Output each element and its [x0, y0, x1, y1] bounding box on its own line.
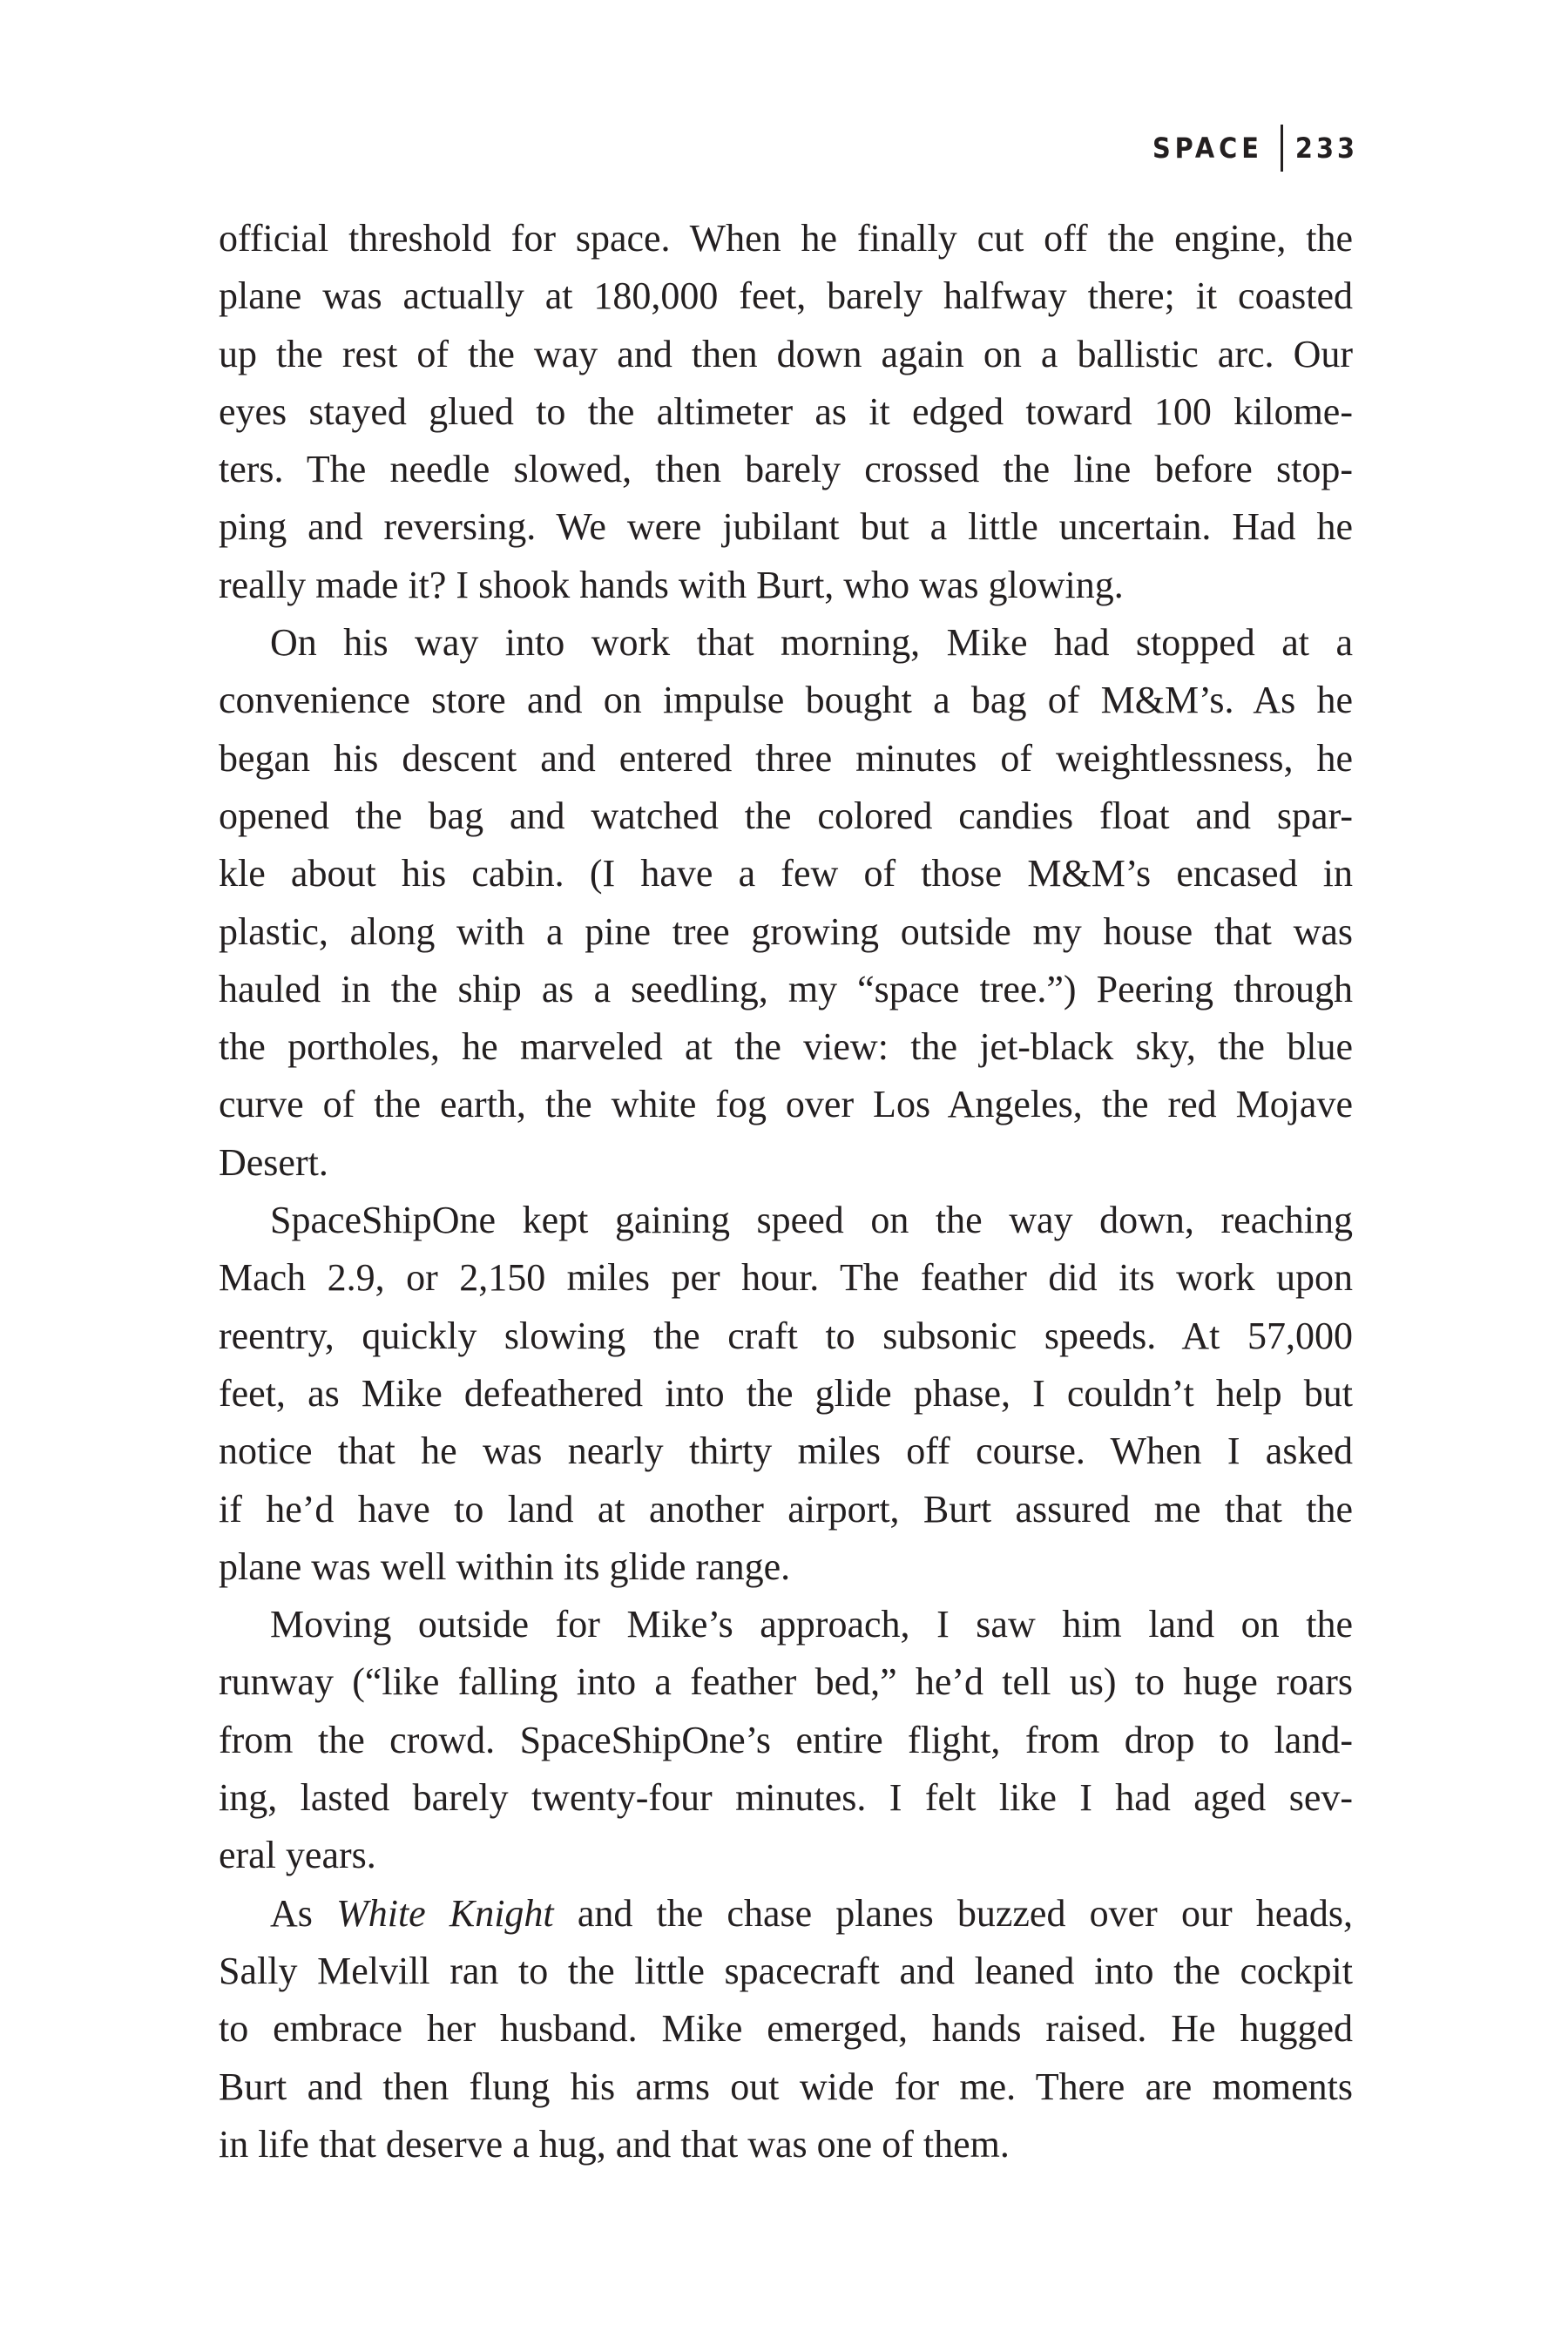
- text-line: reentry, quickly slowing the craft to subsonic speeds. At 57,000: [219, 1314, 1353, 1357]
- text-line: Mach 2.9, or 2,150 miles per hour. The feather did its work upon: [219, 1256, 1353, 1300]
- text-line: convenience store and on impulse bought a bag of M&M’s. As he: [219, 679, 1353, 722]
- text-line: really made it? I shook hands with Burt, who was glowing.: [219, 563, 1124, 606]
- paragraph: [219, 1885, 1353, 2173]
- text-line: in life that deserve a hug, and that was one of them.: [219, 2122, 1010, 2166]
- text-line: up the rest of the way and then down again on a ballistic arc. Our: [219, 332, 1353, 375]
- text-line: the portholes, he marveled at the view: the jet-black sky, the blue: [219, 1025, 1353, 1069]
- text-line: ping and reversing. We were jubilant but a little uncertain. Had he: [219, 505, 1353, 549]
- text-line: feet, as Mike defeathered into the glide phase, I couldn’t help but: [219, 1371, 1353, 1415]
- text-line: eyes stayed glued to the altimeter as it edged toward 100 kilome-: [219, 389, 1353, 433]
- paragraph: [219, 210, 1353, 614]
- running-head-section: SPACE: [1152, 132, 1263, 165]
- text-line: official threshold for space. When he finally cut off the engine, the: [219, 217, 1353, 260]
- text-line: from the crowd. SpaceShipOne’s entire flight, from drop to land-: [219, 1718, 1353, 1761]
- text-line: opened the bag and watched the colored candies float and spar-: [219, 794, 1353, 837]
- paragraph: [219, 1596, 1353, 1884]
- text-line: ing, lasted barely twenty-four minutes. I felt like I had aged sev-: [219, 1776, 1353, 1820]
- text-line: runway (“like falling into a feather bed,” he’d tell us) to huge roars: [219, 1660, 1353, 1704]
- text-line: SpaceShipOne kept gaining speed on the way down, reaching: [270, 1199, 1353, 1242]
- text-line: plane was actually at 180,000 feet, barely halfway there; it coasted: [219, 274, 1353, 318]
- text-line: if he’d have to land at another airport, Burt assured me that the: [219, 1487, 1353, 1531]
- text-line: to embrace her husband. Mike emerged, hands raised. He hugged: [219, 2007, 1353, 2051]
- paragraph: [219, 1192, 1353, 1596]
- text-line: plane was well within its glide range.: [219, 1544, 791, 1588]
- body-text: [219, 210, 1353, 2173]
- text-line: plastic, along with a pine tree growing outside my house that was: [219, 909, 1353, 953]
- italic-title: White Knight: [336, 1891, 554, 1935]
- text-line: curve of the earth, the white fog over Los Angeles, the red Mojave: [219, 1083, 1353, 1126]
- text-line: began his descent and entered three minutes of weightlessness, he: [219, 736, 1353, 780]
- paragraph: [219, 614, 1353, 1192]
- text-line: ters. The needle slowed, then barely crossed the line before stop-: [219, 448, 1353, 491]
- text-line: Desert.: [219, 1140, 328, 1184]
- text-line: notice that he was nearly thirty miles off course. When I asked: [219, 1429, 1353, 1473]
- running-head: [1152, 125, 1358, 172]
- page-number: 233: [1294, 132, 1358, 165]
- text-line: Sally Melvill ran to the little spacecraft and leaned into the cockpit: [219, 1949, 1353, 1992]
- text-line: Burt and then flung his arms out wide for me. There are moments: [219, 2065, 1353, 2108]
- text-line: kle about his cabin. (I have a few of those M&M’s encased in: [219, 852, 1353, 896]
- text-line: On his way into work that morning, Mike had stopped at a: [270, 621, 1353, 665]
- text-line: Moving outside for Mike’s approach, I saw him land on the: [270, 1603, 1353, 1646]
- text-line: hauled in the ship as a seedling, my “space tree.”) Peering through: [219, 967, 1353, 1010]
- text-line: eral years.: [219, 1834, 376, 1877]
- text-line: As White Knight and the chase planes buzzed over our heads,: [270, 1891, 1353, 1935]
